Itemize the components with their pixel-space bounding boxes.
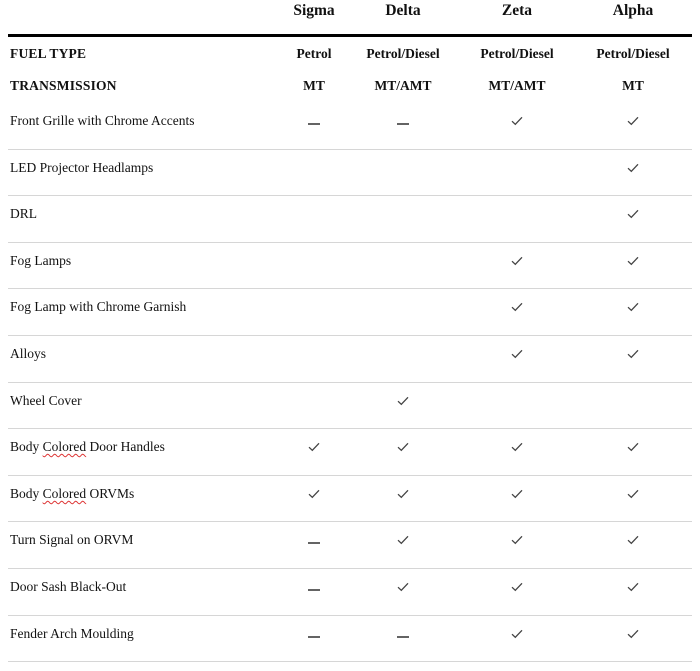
check-icon xyxy=(462,295,572,319)
table-row xyxy=(0,616,700,663)
check-icon xyxy=(578,622,688,646)
feature-label: Wheel Cover xyxy=(10,392,82,408)
spec-row-fuel-type xyxy=(0,40,700,68)
check-icon xyxy=(462,342,572,366)
empty-cell xyxy=(578,389,688,413)
table-row xyxy=(0,103,700,150)
check-icon xyxy=(578,482,688,506)
empty-cell xyxy=(462,202,572,226)
check-icon xyxy=(348,435,458,459)
label-part: Body xyxy=(10,485,43,501)
spec-value: Petrol/Diesel xyxy=(480,46,554,61)
spec-value: Petrol/Diesel xyxy=(596,46,670,61)
table-row xyxy=(0,150,700,197)
header-divider xyxy=(8,34,692,37)
check-icon xyxy=(462,528,572,552)
feature-label: DRL xyxy=(10,206,37,222)
table-row xyxy=(0,429,700,476)
empty-cell xyxy=(348,249,458,273)
feature-label: Fender Arch Moulding xyxy=(10,625,134,641)
check-icon xyxy=(578,109,688,133)
feature-label: Alloys xyxy=(10,346,47,361)
table-row xyxy=(0,569,700,616)
spec-label: FUEL TYPE xyxy=(10,46,87,61)
empty-cell xyxy=(462,389,572,413)
table-row xyxy=(0,243,700,290)
feature-label: Fog Lamps xyxy=(10,252,72,268)
check-icon xyxy=(578,295,688,319)
check-icon xyxy=(462,435,572,459)
feature-label xyxy=(10,439,165,455)
check-icon xyxy=(578,249,688,273)
column-header-zeta: Zeta xyxy=(501,2,533,19)
check-icon xyxy=(348,482,458,506)
header-row xyxy=(0,0,700,34)
label-part: Door Handles xyxy=(86,439,165,455)
empty-cell xyxy=(348,342,458,366)
table-row xyxy=(0,476,700,523)
check-icon xyxy=(462,482,572,506)
table-row xyxy=(0,522,700,569)
feature-label: Fog Lamp with Chrome Garnish xyxy=(10,299,187,315)
table-row xyxy=(0,289,700,336)
empty-cell xyxy=(348,156,458,180)
empty-cell xyxy=(348,295,458,319)
table-row xyxy=(0,383,700,430)
label-part: Body xyxy=(10,439,43,455)
label-part: ORVMs xyxy=(86,485,135,501)
check-icon xyxy=(578,575,688,599)
column-header-sigma: Sigma xyxy=(293,2,335,19)
dash-icon xyxy=(348,109,458,133)
table-row xyxy=(0,336,700,383)
table-row xyxy=(0,196,700,243)
check-icon xyxy=(462,249,572,273)
empty-cell xyxy=(462,156,572,180)
feature-label: LED Projector Headlamps xyxy=(10,159,154,175)
feature-label: Front Grille with Chrome Accents xyxy=(10,113,195,128)
check-icon xyxy=(578,342,688,366)
check-icon xyxy=(578,202,688,226)
spec-value: MT xyxy=(622,78,644,93)
column-header-alpha: Alpha xyxy=(612,2,654,19)
spec-value: MT/AMT xyxy=(374,78,432,93)
check-icon xyxy=(462,622,572,646)
dash-icon xyxy=(348,622,458,646)
spec-value: MT/AMT xyxy=(488,78,546,93)
column-header-delta: Delta xyxy=(385,2,421,19)
spellcheck-word: Colored xyxy=(42,439,87,455)
check-icon xyxy=(348,528,458,552)
check-icon xyxy=(348,575,458,599)
spec-value: Petrol/Diesel xyxy=(366,46,440,61)
spec-label: TRANSMISSION xyxy=(10,78,117,93)
feature-label: Turn Signal on ORVM xyxy=(10,532,134,548)
feature-label: Door Sash Black-Out xyxy=(10,579,127,594)
row-divider xyxy=(8,661,692,662)
spellcheck-word: Colored xyxy=(42,485,87,501)
spec-row-transmission xyxy=(0,72,700,100)
feature-label xyxy=(10,486,134,502)
check-icon xyxy=(462,575,572,599)
empty-cell xyxy=(348,202,458,226)
check-icon xyxy=(578,156,688,180)
check-icon xyxy=(348,389,458,413)
check-icon xyxy=(578,528,688,552)
check-icon xyxy=(578,435,688,459)
check-icon xyxy=(462,109,572,133)
spec-value: Petrol xyxy=(296,46,332,61)
spec-value: MT xyxy=(303,78,325,93)
